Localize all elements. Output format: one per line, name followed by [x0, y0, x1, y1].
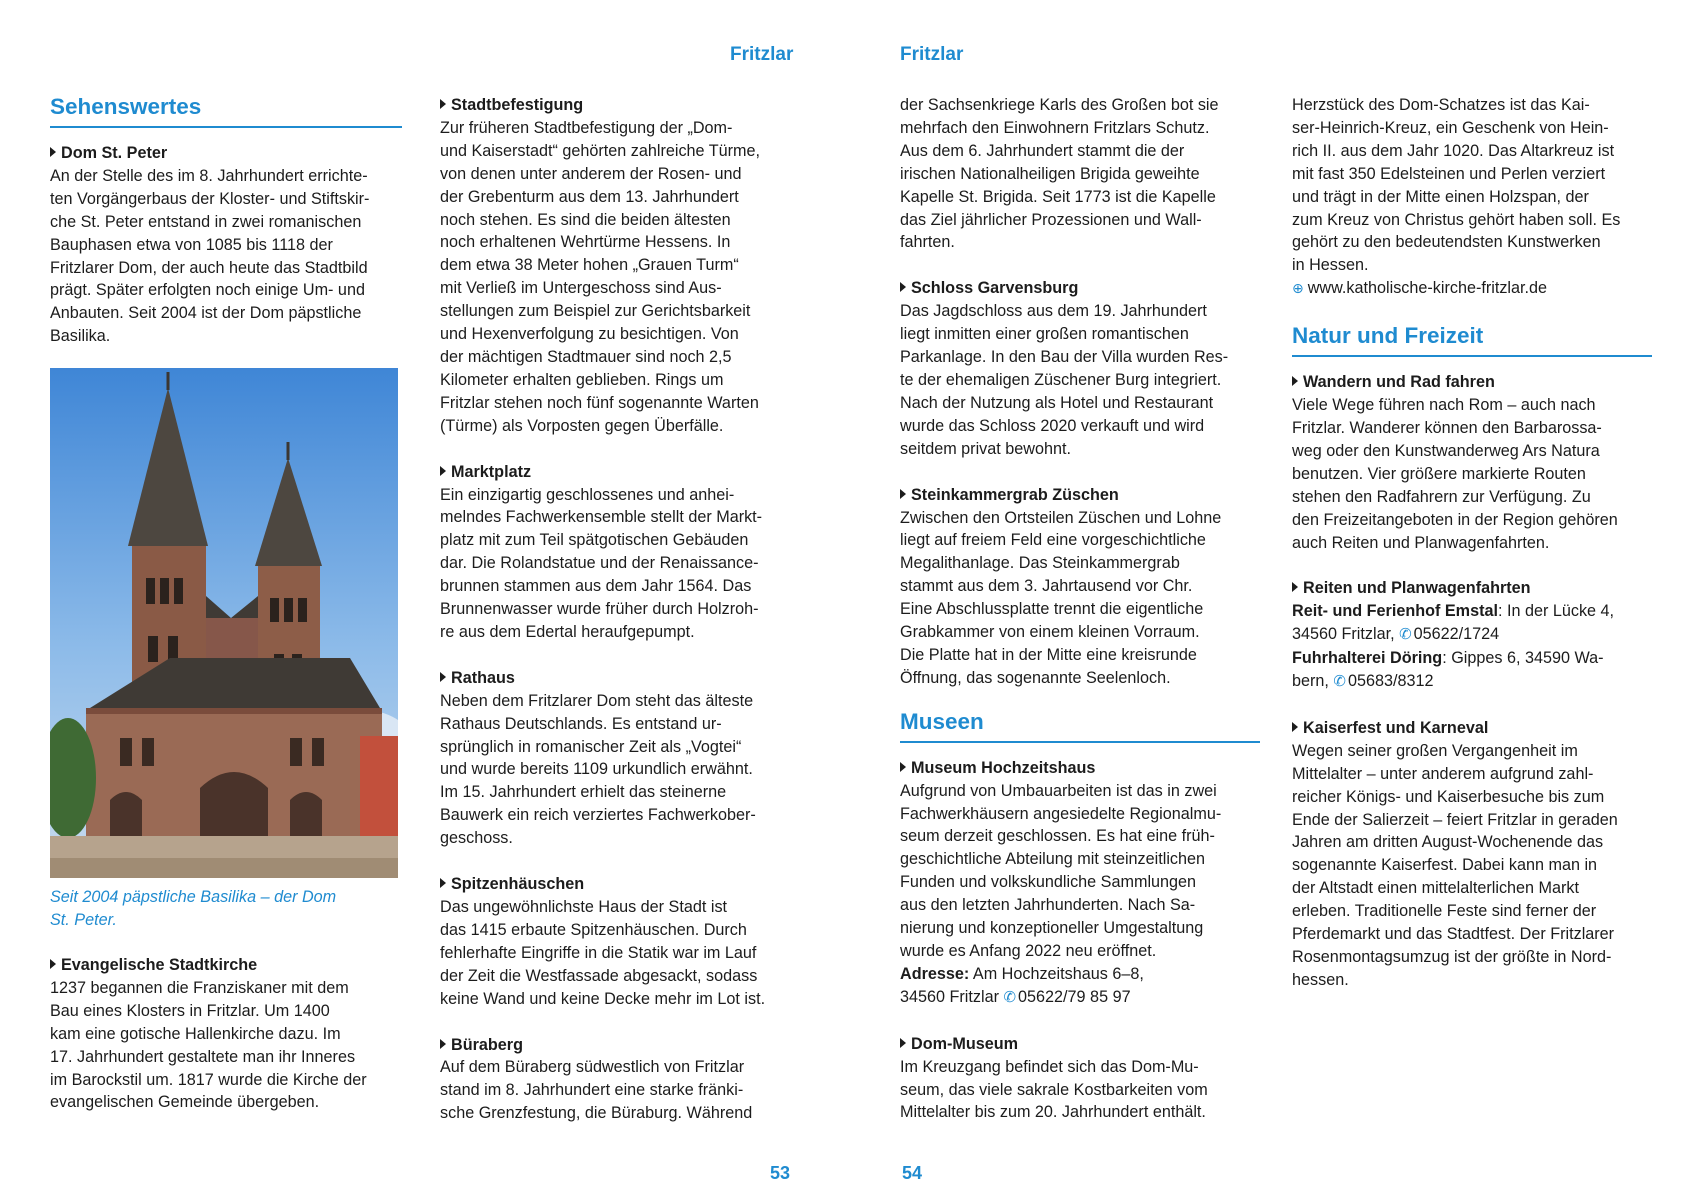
entry-kaiserfest	[1292, 717, 1652, 992]
fuhrhalterei-city-line: bern, ✆ 05683/8312	[1292, 672, 1434, 691]
entry-heading: Spitzenhäuschen	[440, 873, 810, 896]
section-title-natur: Natur und Freizeit	[1292, 323, 1652, 357]
entry-heading: Dom St. Peter	[50, 142, 402, 165]
running-head-right: Fritzlar	[900, 44, 964, 65]
reithof-city-line: 34560 Fritzlar, ✆ 05622/1724	[1292, 625, 1500, 644]
text-line: seum, das viele sakrale Kostbarkeiten vom	[900, 1080, 1208, 1099]
text-line: mit Verließ im Untergeschoss sind Aus-	[440, 279, 722, 298]
entry-steinkammergrab	[900, 484, 1260, 690]
entry-body	[440, 1056, 810, 1125]
entry-body	[900, 507, 1260, 690]
text-line: Fritzlar. Wanderer können den Barbarossa-	[1292, 418, 1602, 437]
text-line: Rathaus Deutschlands. Es entstand ur-	[440, 714, 722, 733]
entry-dom-st-peter	[50, 142, 402, 348]
running-head-left: Fritzlar	[730, 44, 794, 65]
entry-rathaus	[440, 667, 810, 850]
text-line: und Kaiserstadt“ gehörten zahlreiche Türme,	[440, 141, 761, 160]
text-line: Fritzlarer Dom, der auch heute das Stadtbild	[50, 258, 368, 277]
entry-heading: Evangelische Stadtkirche	[50, 954, 402, 977]
text-line: noch stehen. Es sind die beiden ältesten	[440, 210, 731, 229]
text-line: prägt. Später erfolgten noch einige Um- und	[50, 281, 365, 300]
phone-icon: ✆	[1003, 988, 1017, 1006]
text-line: sogenannte Kaiserfest. Dabei kann man in	[1292, 856, 1598, 875]
text-line: Viele Wege führen nach Rom – auch nach	[1292, 396, 1596, 415]
text-line: Bauwerk ein reich verziertes Fachwerkober-	[440, 806, 756, 825]
dom-schatz-text	[1292, 94, 1652, 277]
entry-body	[440, 690, 810, 850]
text-line: Ein einzigartig geschlossenes und anhei-	[440, 485, 735, 504]
entry-museum-hochzeitshaus	[900, 757, 1260, 1010]
text-line: Brunnenwasser wurde früher durch Holzroh-	[440, 600, 759, 619]
text-line: erleben. Traditionelle Feste sind ferner der	[1292, 902, 1597, 921]
entry-evangelische-stadtkirche	[50, 954, 402, 1114]
text-line: Herzstück des Dom-Schatzes ist das Kai-	[1292, 96, 1590, 114]
arrow-icon	[1292, 722, 1298, 732]
arrow-icon	[1292, 376, 1298, 386]
text-line: Aufgrund von Umbauarbeiten ist das in zwei	[900, 781, 1217, 800]
continuation-bueraberg	[900, 94, 1260, 254]
text-line: und Hexenverfolgung zu besichtigen. Von	[440, 325, 739, 344]
text-line: dem etwa 38 Meter hohen „Grauen Turm“	[440, 256, 739, 275]
text-line: Seit 2004 päpstliche Basilika – der Dom	[50, 888, 337, 907]
dom-photo	[50, 368, 398, 878]
text-line: der Zeit die Westfassade abgesackt, sodass	[440, 966, 758, 985]
text-line: 1237 begannen die Franziskaner mit dem	[50, 978, 349, 997]
text-line: re aus dem Edertal heraufgepumpt.	[440, 622, 695, 641]
entry-heading: Stadtbefestigung	[440, 94, 810, 117]
text-line: Öffnung, das sogenannte Seelenloch.	[900, 668, 1171, 687]
text-line: stammt aus dem 3. Jahrtausend vor Chr.	[900, 577, 1193, 596]
entry-stadtbefestigung	[440, 94, 810, 438]
phone-icon: ✆	[1333, 673, 1346, 691]
text-line: den Freizeitangeboten in der Region gehören	[1292, 510, 1618, 529]
text-line: ten Vorgängerbaus der Kloster- und Stiftskir-	[50, 189, 370, 208]
text-line: wurde es Anfang 2022 neu eröffnet.	[900, 942, 1157, 960]
column-3	[900, 94, 1260, 1147]
text-line: St. Peter.	[50, 911, 117, 930]
text-line: Wegen seiner großen Vergangenheit im	[1292, 741, 1578, 760]
section-title-sehenswertes: Sehenswertes	[50, 94, 402, 128]
text-line: von denen unter anderem der Rosen- und	[440, 164, 742, 183]
arrow-icon	[900, 489, 906, 499]
section-title-museen: Museen	[900, 709, 1260, 743]
text-line: Neben dem Fritzlarer Dom steht das älteste	[440, 691, 754, 710]
arrow-icon	[900, 1038, 906, 1048]
text-line: dar. Die Rolandstatue und der Renaissance-	[440, 554, 759, 573]
text-line: und trägt in der Mitte einen Holzspan, der	[1292, 187, 1589, 206]
text-line: seum derzeit geschlossen. Es hat eine früh-	[900, 827, 1215, 846]
text-line: aus den letzten Jahrhunderten. Nach Sa-	[900, 896, 1196, 915]
entry-heading: Marktplatz	[440, 461, 810, 484]
text-line: Basilika.	[50, 327, 111, 346]
text-line: fehlerhafte Eingriffe in die Statik war im Lauf	[440, 943, 757, 962]
phone-icon: ✆	[1399, 626, 1412, 644]
text-line: mit fast 350 Edelsteinen und Perlen verziert	[1292, 164, 1606, 183]
text-line: irischen Nationalheiligen Brigida geweihte	[900, 164, 1200, 183]
page-number-left: 53	[770, 1163, 791, 1183]
address-line: Adresse: Am Hochzeitshaus 6–8,	[900, 964, 1144, 983]
entry-marktplatz	[440, 461, 810, 644]
entry-body	[50, 165, 402, 348]
text-line: Bau eines Klosters in Fritzlar. Um 1400	[50, 1001, 330, 1020]
text-line: sche Grenzfestung, die Büraburg. Während	[440, 1104, 753, 1123]
text-line: liegt auf freiem Feld eine vorgeschichtliche	[900, 531, 1206, 550]
text-line: Kilometer erhalten geblieben. Rings um	[440, 370, 724, 389]
text-line: ser-Heinrich-Kreuz, ein Geschenk von Hein-	[1292, 118, 1609, 137]
text-line: geschoss.	[440, 829, 513, 848]
text-line: mehrfach den Einwohnern Fritzlars Schutz.	[900, 118, 1210, 137]
text-line: Pferdemarkt und das Stadtfest. Der Fritzlarer	[1292, 925, 1615, 944]
arrow-icon	[50, 147, 56, 157]
column-1	[50, 94, 402, 1137]
text-line: Mittelalter bis zum 20. Jahrhundert enthält.	[900, 1103, 1206, 1122]
text-line: Mittelalter – unter anderem aufgrund zahl-	[1292, 764, 1594, 783]
text-line: Ende der Salierzeit – feiert Fritzlar in geraden	[1292, 810, 1618, 829]
phone-number[interactable]: 05622/79 85 97	[1018, 987, 1131, 1006]
text-line: An der Stelle des im 8. Jahrhundert errichte-	[50, 166, 368, 185]
text-line: Nach der Nutzung als Hotel und Restaurant	[900, 393, 1214, 412]
website-link[interactable]: www.katholische-kirche-fritzlar.de	[1307, 279, 1548, 298]
entry-heading: Dom-Museum	[900, 1033, 1260, 1056]
arrow-icon	[900, 282, 906, 292]
entry-heading: Kaiserfest und Karneval	[1292, 717, 1652, 740]
text-line: Jahren am dritten August-Wochenende das	[1292, 833, 1604, 852]
text-line: weg oder den Kunstwanderweg Ars Natura	[1292, 441, 1600, 460]
fuhrhalterei-line: Fuhrhalterei Döring: Gippes 6, 34590 Wa-	[1292, 649, 1604, 668]
entry-heading: Rathaus	[440, 667, 810, 690]
text-line: Aus dem 6. Jahrhundert stammt die der	[900, 141, 1185, 160]
text-line: der Grebenturm aus dem 13. Jahrhundert	[440, 187, 739, 206]
text-line: Fritzlar stehen noch fünf sogenannte Warten	[440, 393, 759, 412]
entry-heading: Steinkammergrab Züschen	[900, 484, 1260, 507]
phone-number[interactable]: 05683/8312	[1347, 672, 1434, 691]
text-line: (Türme) als Vorposten gegen Überfälle.	[440, 416, 724, 435]
text-line: reicher Königs- und Kaiserbesuche bis zum	[1292, 787, 1605, 806]
entry-wandern	[1292, 371, 1652, 554]
text-line: gehört zu den bedeutendsten Kunstwerken	[1292, 233, 1601, 252]
text-line: platz mit zum Teil spätgotischen Gebäuden	[440, 531, 749, 550]
text-line: im Barockstil um. 1817 wurde die Kirche der	[50, 1070, 367, 1089]
text-line: Parkanlage. In den Bau der Villa wurden Res-	[900, 348, 1229, 367]
text-line: te der ehemaligen Züschener Burg integriert.	[900, 370, 1222, 389]
text-line: Rosenmontagsumzug ist der größte in Nord-	[1292, 948, 1612, 966]
website-line	[1292, 277, 1652, 300]
text-line: das 1415 erbaute Spitzenhäuschen. Durch	[440, 920, 747, 939]
text-line: Grabkammer von einem kleinen Vorraum.	[900, 623, 1200, 642]
entry-schloss-garvensburg	[900, 277, 1260, 460]
text-line: geschichtliche Abteilung mit steinzeitlichen	[900, 850, 1206, 869]
text-line: auch Reiten und Planwagenfahrten.	[1292, 533, 1550, 552]
arrow-icon	[440, 672, 446, 682]
text-line: benutzen. Vier größere markierte Routen	[1292, 464, 1586, 483]
cathedral-illustration	[50, 368, 398, 878]
text-line: zum Kreuz von Christus gehört haben soll. Es	[1292, 210, 1621, 229]
entry-dom-museum	[900, 1033, 1260, 1125]
text-line: Die Platte hat in der Mitte eine kreisrunde	[900, 645, 1197, 664]
arrow-icon	[50, 959, 56, 969]
entry-body	[900, 1056, 1260, 1125]
entry-body	[440, 117, 810, 438]
text-line: der mächtigen Stadtmauer sind noch 2,5	[440, 347, 732, 366]
column-4	[1292, 94, 1652, 1015]
column-2	[440, 94, 810, 1148]
entry-heading: Reiten und Planwagenfahrten	[1292, 577, 1652, 600]
text-line: Megalithanlage. Das Steinkammergrab	[900, 554, 1180, 573]
text-line: Anbauten. Seit 2004 ist der Dom päpstliche	[50, 304, 362, 323]
text-line: Eine Abschlussplatte trennt die eigentliche	[900, 600, 1204, 619]
arrow-icon	[440, 99, 446, 109]
text-line: evangelischen Gemeinde übergeben.	[50, 1093, 320, 1112]
text-line: che St. Peter entstand in zwei romanischen	[50, 212, 362, 231]
text-line: stellungen zum Beispiel zur Gerichtsbarkeit	[440, 302, 751, 321]
entry-body	[50, 977, 402, 1114]
text-line: melndes Fachwerkensemble stellt der Markt-	[440, 508, 763, 527]
arrow-icon	[440, 878, 446, 888]
text-line: Zwischen den Ortsteilen Züschen und Lohne	[900, 508, 1222, 527]
text-line: der Altstadt einen mittelalterlichen Markt	[1292, 879, 1580, 898]
text-line: Auf dem Büraberg südwestlich von Fritzlar	[440, 1058, 745, 1077]
text-line: 17. Jahrhundert gestaltete man ihr Inneres	[50, 1047, 356, 1066]
entry-body	[440, 896, 810, 1011]
photo-caption	[50, 886, 402, 932]
text-line: Bauphasen etwa von 1085 bis 1118 der	[50, 235, 333, 254]
text-line: Kapelle St. Brigida. Seit 1773 ist die Kapelle	[900, 187, 1216, 206]
text-line: und wurde bereits 1109 urkundlich erwähnt.	[440, 760, 753, 779]
entry-heading: Wandern und Rad fahren	[1292, 371, 1652, 394]
text-line: stand im 8. Jahrhundert eine starke fränki-	[440, 1081, 744, 1100]
entry-body	[900, 300, 1260, 460]
globe-icon: ⊕	[1292, 280, 1304, 297]
text-line: Das ungewöhnlichste Haus der Stadt ist	[440, 898, 728, 916]
text-line: sprünglich in romanischer Zeit als „Vogtei“	[440, 737, 742, 756]
page-number-right: 54	[902, 1163, 923, 1183]
arrow-icon	[440, 466, 446, 476]
text-line: fahrten.	[900, 233, 955, 252]
arrow-icon	[1292, 582, 1298, 592]
entry-reiten	[1292, 577, 1652, 694]
entry-body	[1292, 740, 1652, 992]
text-line: noch erhaltenen Wehrtürme Hessens. In	[440, 233, 731, 252]
text-line: Funden und volkskundliche Sammlungen	[900, 873, 1197, 892]
text-line: keine Wand und keine Decke mehr im Lot ist.	[440, 989, 766, 1008]
text-line: Fachwerkhäusern angesiedelte Regionalmu-	[900, 804, 1222, 823]
text-line: seitdem privat bewohnt.	[900, 439, 1071, 458]
arrow-icon	[900, 762, 906, 772]
entry-body	[1292, 394, 1652, 554]
text-line: kam eine gotische Hallenkirche dazu. Im	[50, 1024, 341, 1043]
entry-heading: Büraberg	[440, 1034, 810, 1057]
address-city-line: 34560 Fritzlar ✆ 05622/79 85 97	[900, 987, 1131, 1006]
reithof-line: Reit- und Ferienhof Emstal: In der Lücke 4,	[1292, 602, 1615, 621]
text-line: Im Kreuzgang befindet sich das Dom-Mu-	[900, 1057, 1199, 1076]
entry-bueraberg	[440, 1034, 810, 1126]
text-line: Im 15. Jahrhundert erhielt das steinerne	[440, 783, 727, 802]
entry-spitzenhaeuschen	[440, 873, 810, 1010]
entry-heading: Museum Hochzeitshaus	[900, 757, 1260, 780]
entry-body	[440, 484, 810, 644]
text-line: nierung und konzeptioneller Umgestaltung	[900, 919, 1204, 938]
text-line: hessen.	[1292, 970, 1349, 989]
text-line: brunnen stammen aus dem Jahr 1564. Das	[440, 577, 752, 596]
text-line: das Ziel jährlicher Prozessionen und Wall-	[900, 210, 1202, 229]
text-line: wurde das Schloss 2020 verkauft und wird	[900, 416, 1205, 435]
text-line: Das Jagdschloss aus dem 19. Jahrhundert	[900, 302, 1207, 321]
text-line: rich II. aus dem Jahr 1020. Das Altarkreuz ist	[1292, 141, 1615, 160]
arrow-icon	[440, 1039, 446, 1049]
text-line: der Sachsenkriege Karls des Großen bot sie	[900, 96, 1219, 114]
entry-heading: Schloss Garvensburg	[900, 277, 1260, 300]
text-line: in Hessen.	[1292, 256, 1369, 275]
entry-body	[900, 780, 1260, 963]
text-line: stehen den Radfahrern zur Verfügung. Zu	[1292, 487, 1591, 506]
phone-number[interactable]: 05622/1724	[1413, 625, 1500, 644]
text-line: Zur früheren Stadtbefestigung der „Dom-	[440, 118, 733, 137]
text-line: liegt inmitten einer großen romantischen	[900, 325, 1189, 344]
